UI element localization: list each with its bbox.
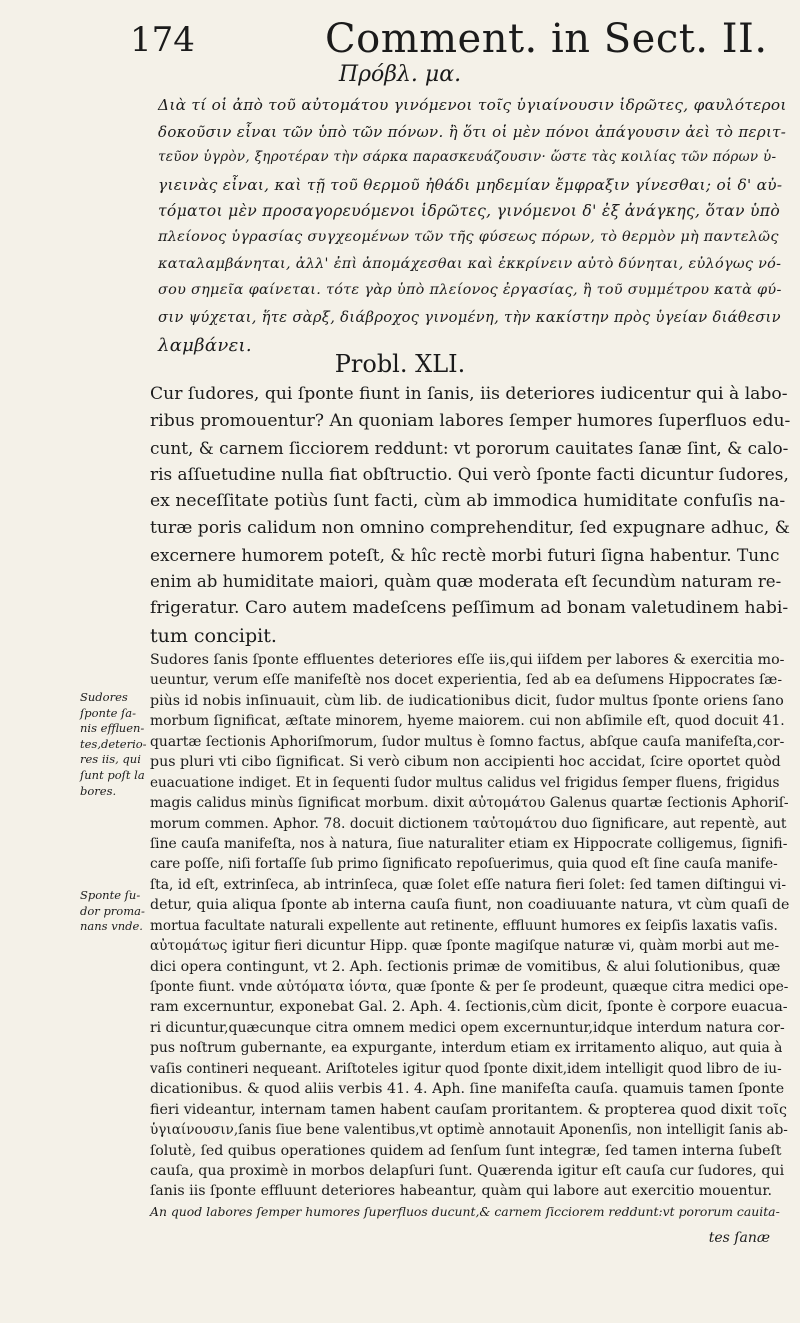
latin-line: enim ab humiditate maiori, quàm quæ moderata eſt ſecundùm naturam re- xyxy=(150,571,782,591)
latin-line: ex neceſſitate potiùs ſunt facti, cùm ab immodica humiditate confuſis na- xyxy=(150,491,786,512)
marginal-note-line: Sponte ſu- xyxy=(80,888,141,902)
latin-line: tum concipit. xyxy=(150,625,277,648)
latin-line: cunt, & carnem ſicciorem reddunt: vt pororum cauitates ſanæ ſint, & calo- xyxy=(150,437,789,458)
greek-line: δοκοῦσιν εἶναι τῶν ὑπὸ τῶν πόνων. ἢ ὅτι οἱ μὲν πόνοι ἀπάγουσιν ἀεὶ τὸ περιτ- xyxy=(158,122,787,141)
marginal-note xyxy=(80,888,150,935)
commentary-line: vaſis contineri nequeant. Ariſtoteles igitur quod ſponte dixit,idem intelligit quod libro de iu- xyxy=(150,1060,782,1077)
commentary-line: morbum ſignificat, æſtate minorem, hyeme maiorem. cui non abſimile eſt, quod docuit 41. xyxy=(150,713,785,730)
greek-problem-label: Πρόβλ. μα. xyxy=(338,62,462,87)
latin-line: ribus promouentur? An quoniam labores ſemper humores ſuperfluos edu- xyxy=(150,410,791,431)
marginal-note-line: bores. xyxy=(80,783,117,798)
commentary-line: ueuntur, verum eſſe manifeſtè nos docet experientia, ſed ab ea deſumens Hippocrates ſæ- xyxy=(150,672,783,689)
marginal-note-line: dor proma- xyxy=(80,903,145,918)
commentary-line: detur, quia aliqua ſponte ab interna cauſa fiunt, non coadiuuante natura, vt cùm quaſi de xyxy=(150,897,790,914)
marginal-note-line: ſunt poſt la xyxy=(80,767,145,782)
catchword: tes ſanæ xyxy=(708,1230,770,1246)
commentary-line: morum commen. Aphor. 78. docuit dictionem ταὐτομάτου duo ſignificare, aut repentè, aut xyxy=(150,815,787,832)
marginal-note-line: res iis, qui xyxy=(80,752,141,767)
greek-line: Διὰ τί οἱ ἀπὸ τοῦ αὐτομάτου γινόμενοι τοῖς ὑγιαίνουσιν ἱδρῶτες, φαυλότεροι xyxy=(158,96,787,114)
commentary-line: pus pluri vti cibo ſignificat. Si verò cibum non accipienti hoc accidat, ſcire oportet quòd xyxy=(150,754,781,771)
latin-line: turæ poris calidum non omnino comprehenditur, ſed expugnare adhuc, & xyxy=(150,517,790,538)
marginal-note-line: nans vnde. xyxy=(80,919,143,934)
commentary-line: ram excernuntur, exponebat Gal. 2. Aph. 4. ſectionis,cùm dicit, ſponte è corpore euacua- xyxy=(150,999,788,1016)
commentary-line: ὑγιαίνουσιν,ſanis ſiue bene valentibus,vt optimè annotauit Aponenſis, non intelligit ſanis ab- xyxy=(150,1122,788,1139)
latin-line: Cur ſudores, qui ſponte fiunt in ſanis, iis deteriores iudicentur qui à labo- xyxy=(150,384,788,404)
marginal-note xyxy=(80,690,150,799)
marginal-note-line: ſponte ſa- xyxy=(80,705,137,720)
commentary-line: fieri videantur, internam tamen habent cauſam proritantem. & propterea quod dixit τοῖς xyxy=(150,1101,787,1118)
greek-line: τεῦον ὑγρὸν, ξηροτέραν τὴν σάρκα παρασκευάζουσιν· ὥστε τὰς κοιλίας τῶν πόρων ὑ- xyxy=(158,149,777,166)
commentary-line: ſine cauſa manifeſta, nos à natura, ſiue naturaliter etiam ex Hippocrate colligemus, ſignifi- xyxy=(150,835,788,852)
latin-text-block xyxy=(150,384,790,652)
commentary-line: care poſſe, niſi fortaſſe ſub primo ſignificato repoſuerimus, quia quod eſt ſine cauſa manife- xyxy=(150,856,778,873)
commentary-line: mortua facultate naturali expellente aut retinente, effluunt humores ex ſeipſis laxatis vaſis. xyxy=(150,917,778,934)
commentary-line: ſponte fiunt. vnde αὐτόματα ἰόντα, quæ ſponte & per ſe prodeunt, quæque citra medici ope- xyxy=(150,979,789,995)
commentary-block xyxy=(150,652,790,1224)
marginal-note-line: tes,deterio- xyxy=(80,736,147,751)
latin-line: ris aſſuetudine nulla fiat obſtructio. Qui verò ſponte facti dicuntur ſudores, xyxy=(150,464,789,485)
commentary-line: quartæ ſectionis Aphoriſmorum, ſudor multus è ſomno factus, abſque cauſa manifeſta,cor- xyxy=(150,733,785,750)
commentary-line: dici opera contingunt, vt 2. Aph. ſectionis primæ de vomitibus, & alui ſolutionibus, quæ xyxy=(150,958,781,975)
latin-line: excernere humorem poteſt, & hîc rectè morbi futuri ſigna habentur. Tunc xyxy=(150,544,780,565)
latin-problem-label: Probl. XLI. xyxy=(334,350,466,378)
marginal-note-line: nis effluen- xyxy=(80,721,145,736)
marginal-note-line: Sudores xyxy=(80,690,128,704)
greek-line: καταλαμβάνηται, ἀλλ' ἐπὶ ἀπομάχεσθαι καὶ ἐκκρίνειν αὐτὸ δύνηται, εὐλόγως νό- xyxy=(158,255,782,272)
greek-text-block xyxy=(158,96,788,362)
commentary-line: cauſa, qua proximè in morbos delapſuri ſunt. Quærenda igitur eſt cauſa cur ſudores, qui xyxy=(150,1162,785,1179)
commentary-line: αὐτομάτως igitur fieri dicuntur Hipp. quæ ſponte magiſque naturæ vi, quàm morbi aut me- xyxy=(150,938,780,955)
commentary-line: ſta, id eſt, extrinſeca, ab intrinſeca, quæ ſolet eſſe natura fieri ſolet: ſed tamen diſtingui vi- xyxy=(150,876,787,893)
running-head xyxy=(0,16,800,62)
greek-line: τόματοι μὲν προσαγορευόμενοι ἱδρῶτες, γινόμενοι δ' ἐξ ἀνάγκης, ὅταν ὑπὸ xyxy=(158,202,781,221)
commentary-line: piùs id nobis inſinuauit, cùm lib. de iudicationibus dicit, ſudor multus ſponte oriens ſano xyxy=(150,692,784,709)
running-title: Comment. in Sect. II. xyxy=(325,16,768,62)
commentary-line: ſanis iis ſponte effluunt deteriores habeantur, quàm qui labore aut exercitio mouentur. xyxy=(150,1183,773,1200)
greek-line: γιεινὰς εἶναι, καὶ τῇ τοῦ θερμοῦ ἠθάδι μηδεμίαν ἔμφραξιν γίνεσθαι; οἱ δ' αὐ- xyxy=(158,175,783,194)
commentary-line: ſolutè, ſed quibus operationes quidem ad ſenſum ſunt integræ, ſed tamen interna ſubeſt xyxy=(150,1142,782,1159)
greek-line: λαμβάνει. xyxy=(158,335,252,357)
commentary-line: magis calidus minùs ſignificat morbum. dixit αὐτομάτου Galenus quartæ ſectionis Aphoriſ- xyxy=(150,795,789,812)
commentary-line: euacuatione indiget. Et in ſequenti ſudor multus calidus vel frigidus ſemper fluens, frigidus xyxy=(150,774,780,791)
commentary-line: Sudores ſanis ſponte effluentes deteriores eſſe iis,qui iiſdem per labores & exercitia mo- xyxy=(150,652,785,668)
greek-line: σιν ψύχεται, ἥτε σὰρξ, διάβροχος γινομένη, τὴν κακίστην πρὸς ὑγείαν διάθεσιν xyxy=(158,308,781,326)
greek-line: πλείονος ὑγρασίας συγχεομένων τῶν τῆς φύσεως πόρων, τὸ θερμὸν μὴ παντελῶς xyxy=(158,228,779,245)
commentary-line: dicationibus. & quod aliis verbis 41. 4. Aph. ſine manifeſta cauſa. quamuis tamen ſponte xyxy=(150,1081,785,1098)
commentary-line: An quod labores ſemper humores ſuperfluos ducunt,& carnem ſicciorem reddunt:vt pororum cauita- xyxy=(150,1203,780,1219)
page-number: 174 xyxy=(130,20,195,60)
greek-line: σου σημεῖα φαίνεται. τότε γὰρ ὑπὸ πλείονος ἐργασίας, ἢ τοῦ συμμέτρου κατὰ φύ- xyxy=(158,282,782,299)
latin-line: frigeratur. Caro autem madeſcens peſſimum ad bonam valetudinem habi- xyxy=(150,598,789,619)
commentary-line: ri dicuntur,quæcunque citra omnem medici opem excernuntur,idque interdum natura cor- xyxy=(150,1019,785,1036)
commentary-line: pus noſtrum gubernante, ea expurgante, interdum etiam ex irritamento aliquo, aut quia à xyxy=(150,1040,783,1057)
